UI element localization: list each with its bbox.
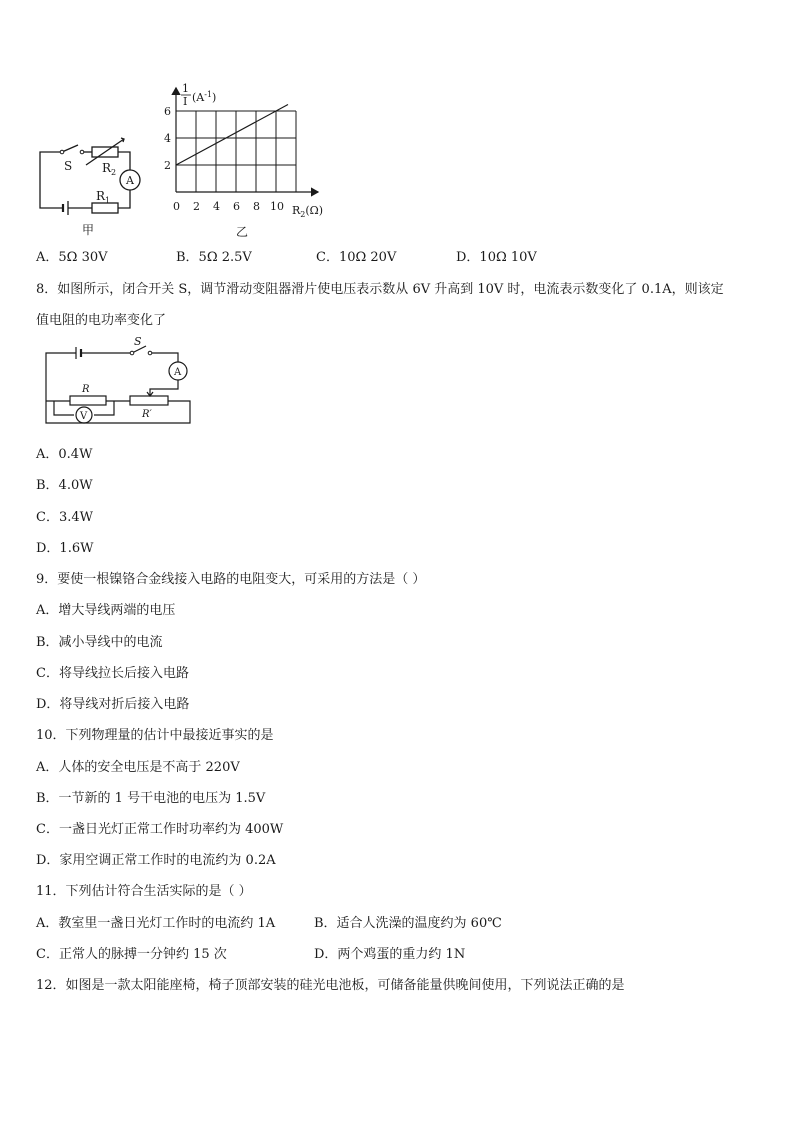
q8-circuit-diagram (40, 337, 210, 432)
x-tick-label: 10 (270, 200, 284, 213)
q9-option-c: C．将导线拉长后接入电路 (36, 666, 189, 681)
q9-option-b: B．减小导线中的电流 (36, 635, 163, 650)
x-tick-label: 6 (233, 200, 240, 213)
y-tick-label: 2 (164, 159, 171, 172)
svg-text:R1 (96, 189, 110, 205)
svg-text:(A-1) (192, 90, 216, 104)
x-label: R (292, 204, 301, 217)
y-label-denominator: I (183, 95, 188, 108)
q11-option-d: D．两个鸡蛋的重力约 1N (314, 947, 466, 962)
switch-label: S (64, 159, 73, 173)
q11-option-b: B．适合人洗澡的温度约为 60℃ (314, 916, 502, 931)
q7-option-b: B．5Ω 2.5V (176, 250, 252, 265)
q7-circuit-diagram (30, 130, 160, 240)
q8-stem-line2: 值电阻的电功率变化了 (36, 313, 167, 328)
y-label-numerator: 1 (182, 82, 189, 95)
q8-option-d: D．1.6W (36, 541, 94, 556)
q8-rheostat-label: R′ (142, 409, 152, 420)
series-line (176, 105, 288, 165)
q9-option-a: A．增大导线两端的电压 (36, 603, 176, 618)
r1-label: R (96, 189, 106, 203)
svg-text:R2(Ω) (292, 204, 323, 219)
graph-caption: 乙 (236, 225, 249, 239)
svg-text:R2 (102, 161, 116, 177)
q8-option-c: C．3.4W (36, 510, 93, 525)
q10-option-a: A．人体的安全电压是不高于 220V (36, 760, 240, 775)
q8-switch-label: S (134, 337, 142, 348)
q11-stem: 11．下列估计符合生活实际的是（ ） (36, 884, 252, 899)
x-label-unit: (Ω) (305, 204, 324, 217)
q12-stem: 12．如图是一款太阳能座椅，椅子顶部安装的硅光电池板，可储备能量供晚间使用，下列说法正确的是 (36, 978, 625, 993)
q7-graph (160, 80, 350, 240)
q10-option-b: B．一节新的 1 号干电池的电压为 1.5V (36, 791, 266, 806)
q10-option-d: D．家用空调正常工作时的电流约为 0.2A (36, 853, 276, 868)
y-tick-label: 4 (164, 132, 171, 145)
y-label-unit: (A (192, 91, 205, 104)
q11-option-a: A．教室里一盏日光灯工作时的电流约 1A (36, 916, 276, 931)
y-tick-label: 6 (164, 105, 171, 118)
q8-option-b: B．4.0W (36, 478, 93, 493)
q8-stem-line1: 8．如图所示，闭合开关 S，调节滑动变阻器滑片使电压表示数从 6V 升高到 10V 时，电流表示数变化了 0.1A，则该定 (36, 282, 724, 297)
x-tick-label: 4 (213, 200, 220, 213)
q8-resistor-label: R (82, 384, 90, 395)
x-tick-label: 0 (173, 200, 180, 213)
q10-option-c: C．一盏日光灯正常工作时功率约为 400W (36, 822, 284, 837)
r2-label: R (102, 161, 112, 175)
q10-stem: 10．下列物理量的估计中最接近事实的是 (36, 728, 274, 743)
x-tick-label: 8 (253, 200, 260, 213)
q7-option-d: D．10Ω 10V (456, 250, 537, 265)
q8-ammeter-label: A (174, 367, 182, 378)
y-label-close: ) (212, 91, 217, 104)
q7-option-c: C．10Ω 20V (316, 250, 397, 265)
q8-option-a: A．0.4W (36, 447, 93, 462)
circuit-caption: 甲 (82, 223, 95, 237)
q11-option-c: C．正常人的脉搏一分钟约 15 次 (36, 947, 227, 962)
q9-option-d: D．将导线对折后接入电路 (36, 697, 190, 712)
r1-subscript: 1 (105, 196, 111, 205)
x-tick-label: 2 (193, 200, 200, 213)
y-label-exponent: -1 (204, 90, 213, 99)
q8-voltmeter-label: V (80, 411, 88, 422)
q7-option-a: A．5Ω 30V (36, 250, 108, 265)
q9-stem: 9．要使一根镍铬合金线接入电路的电阻变大，可采用的方法是（ ） (36, 572, 426, 587)
ammeter-label: A (126, 174, 134, 187)
r2-subscript: 2 (111, 168, 117, 177)
x-label-subscript: 2 (300, 210, 306, 219)
